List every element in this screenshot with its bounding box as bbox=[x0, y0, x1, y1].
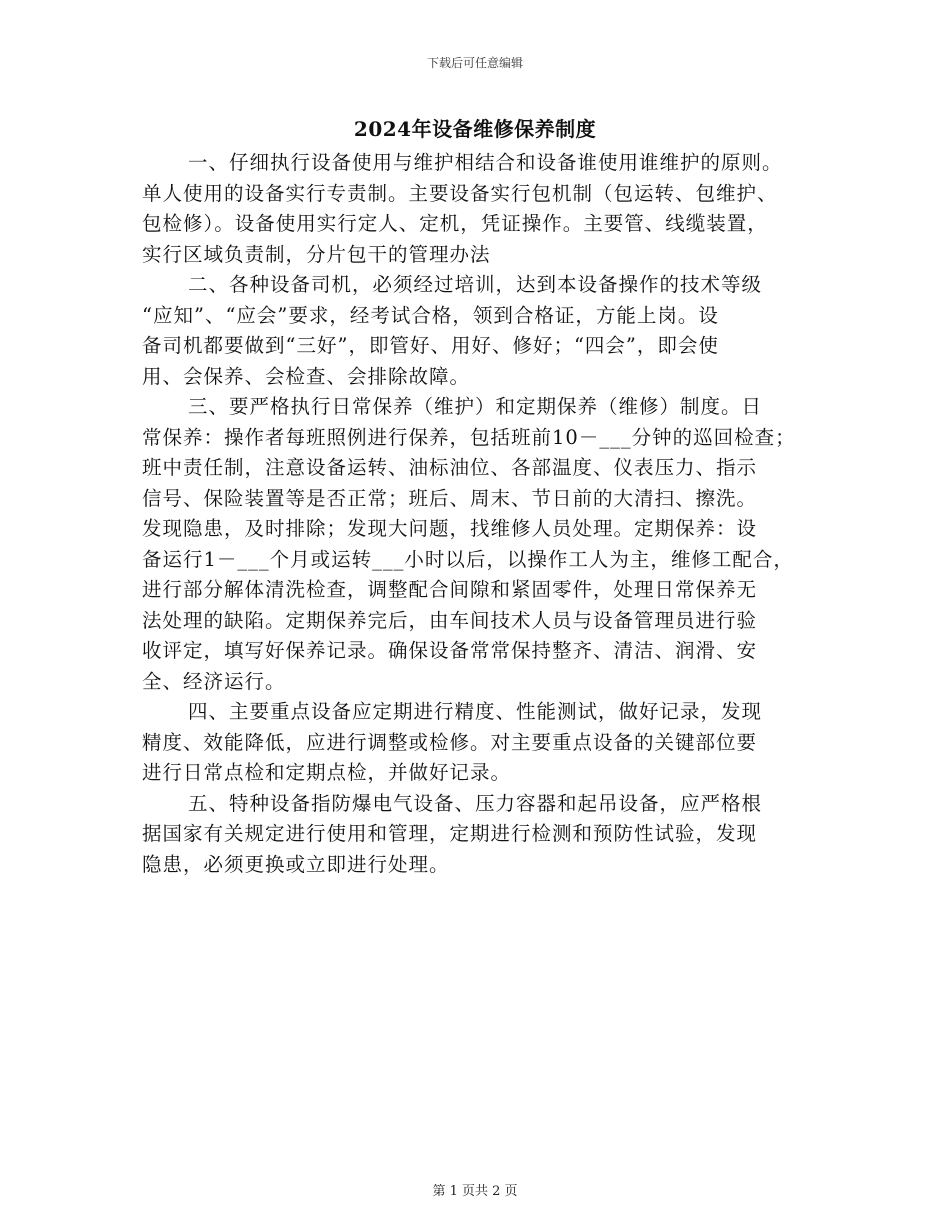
paragraph-line: 实行区域负责制，分片包干的管理办法 bbox=[142, 242, 491, 266]
paragraph-line: 精度、效能降低，应进行调整或检修。对主要重点设备的关键部位要 bbox=[142, 730, 758, 754]
paragraph-3 bbox=[142, 392, 812, 697]
paragraph-line: 用、会保养、会检查、会排除故障。 bbox=[142, 364, 471, 388]
paragraph-2 bbox=[142, 270, 812, 392]
paragraph-line: 常保养：操作者每班照例进行保养，包括班前10－___分钟的巡回检查； bbox=[142, 425, 796, 449]
page-number: 第 1 页共 2 页 bbox=[432, 1184, 518, 1199]
paragraph-5 bbox=[142, 789, 812, 881]
paragraph-line: 进行部分解体清洗检查，调整配合间隙和紧固零件，处理日常保养无 bbox=[142, 578, 758, 601]
paragraph-line: “应知”、“应会”要求，经考试合格，领到合格证，方能上岗。设 bbox=[142, 303, 719, 327]
paragraph-line: 法处理的缺陷。定期保养完后，由车间技术人员与设备管理员进行验 bbox=[142, 608, 758, 632]
paragraph-line: 进行日常点检和定期点检，并做好记录。 bbox=[142, 761, 512, 784]
paragraph-1 bbox=[142, 148, 812, 270]
page-header-note: 下载后可任意编辑 bbox=[426, 56, 523, 70]
paragraph-line: 隐患，必须更换或立即进行处理。 bbox=[142, 852, 450, 876]
paragraph-line: 五、特种设备指防爆电气设备、压力容器和起吊设备，应严格根 bbox=[188, 791, 763, 815]
paragraph-line: 收评定，填写好保养记录。确保设备常常保持整齐、清洁、润滑、安 bbox=[142, 639, 758, 662]
paragraph-line: 单人使用的设备实行专责制。主要设备实行包机制（包运转、包维护、 bbox=[142, 181, 778, 205]
paragraph-line: 全、经济运行。 bbox=[142, 669, 286, 693]
paragraph-line: 发现隐患，及时排除；发现大问题，找维修人员处理。定期保养：设 bbox=[142, 517, 758, 540]
paragraph-line: 备运行1－___个月或运转___小时以后，以操作工人为主，维修工配合， bbox=[142, 547, 794, 571]
paragraph-line: 三、要严格执行日常保养（维护）和定期保养（维修）制度。日 bbox=[188, 395, 763, 418]
document-body bbox=[142, 148, 812, 880]
paragraph-line: 四、主要重点设备应定期进行精度、性能测试，做好记录，发现 bbox=[188, 700, 763, 723]
document-title: 2024年设备维修保养制度 bbox=[353, 117, 597, 141]
paragraph-line: 一、仔细执行设备使用与维护相结合和设备谁使用谁维护的原则。 bbox=[188, 151, 783, 174]
paragraph-4 bbox=[142, 697, 812, 789]
paragraph-line: 包检修）。设备使用实行定人、定机，凭证操作。主要管、线缆装置， bbox=[142, 212, 768, 235]
paragraph-line: 信号、保险装置等是否正常；班后、周末、节日前的大清扫、擦洗。 bbox=[142, 486, 758, 510]
paragraph-line: 班中责任制，注意设备运转、油标油位、各部温度、仪表压力、指示 bbox=[142, 456, 758, 479]
paragraph-line: 备司机都要做到“三好”，即管好、用好、修好；“四会”，即会使 bbox=[142, 334, 719, 357]
paragraph-line: 据国家有关规定进行使用和管理，定期进行检测和预防性试验，发现 bbox=[142, 822, 758, 845]
paragraph-line: 二、各种设备司机，必须经过培训，达到本设备操作的技术等级 bbox=[188, 273, 763, 296]
